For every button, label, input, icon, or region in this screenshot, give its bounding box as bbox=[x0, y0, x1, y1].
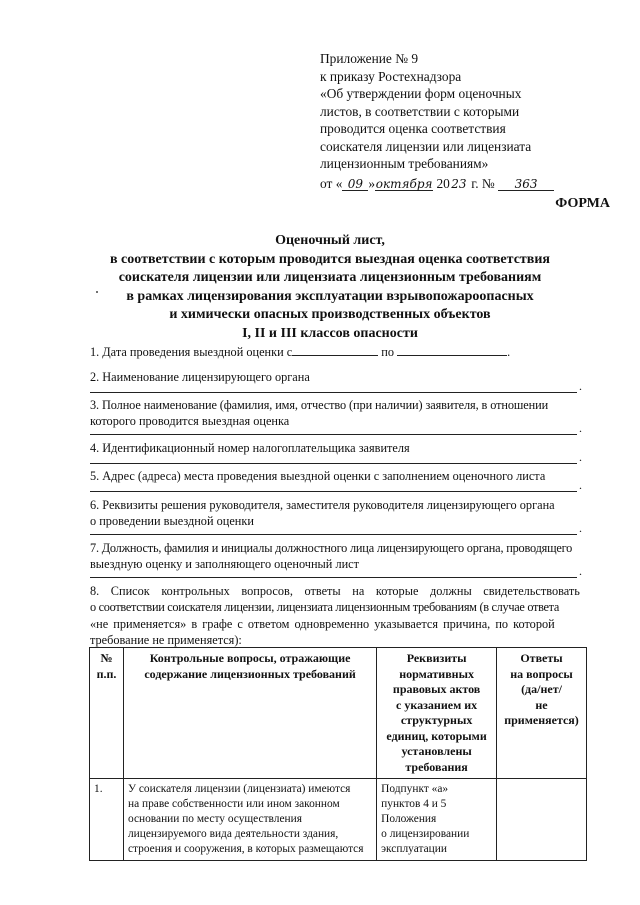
date-from-field[interactable] bbox=[292, 344, 378, 356]
item-4-field[interactable] bbox=[90, 463, 577, 464]
appendix-line: проводится оценка соответствия bbox=[320, 121, 506, 136]
appendix-line: листов, в соответствии с которыми bbox=[320, 103, 520, 119]
question-line: У соискателя лицензии (лицензиата) имеются bbox=[127, 783, 351, 795]
title-line: соискателя лицензии или лицензиата лицензионным требованиям bbox=[118, 270, 542, 285]
row-requisites bbox=[377, 779, 497, 861]
header-text: структурных bbox=[400, 713, 473, 727]
item-3-line: 3. Полное наименование (фамилия, имя, отчество (при наличии) заявителя, в отношении bbox=[90, 398, 549, 412]
item-8-line: требование не применяется): bbox=[90, 632, 242, 647]
item-4 bbox=[90, 440, 584, 456]
item-7-end: . bbox=[579, 564, 582, 578]
appendix-block bbox=[320, 50, 620, 192]
item-1-end: . bbox=[507, 345, 511, 359]
question-line: основании по месту осуществления bbox=[127, 813, 302, 825]
header-text: (да/нет/ bbox=[521, 682, 562, 696]
requisite-line: Положения bbox=[381, 813, 437, 825]
order-year: 23 bbox=[451, 176, 467, 191]
title-line: в рамках лицензирования эксплуатации взрывопожароопасных bbox=[126, 288, 534, 304]
appendix-line: Приложение № 9 bbox=[320, 51, 419, 66]
item-7-line: 7. Должность, фамилия и инициалы должностного лица лицензирующего органа, проводящего bbox=[90, 541, 573, 555]
item-2-field[interactable] bbox=[90, 392, 577, 393]
question-line: лицензируемого вида деятельности здания, bbox=[127, 828, 339, 840]
item-7-field[interactable] bbox=[90, 577, 577, 578]
appendix-line: «Об утверждении форм оценочных bbox=[320, 86, 522, 101]
title-line: и химически опасных производственных объектов bbox=[169, 307, 491, 322]
row-question bbox=[123, 779, 376, 861]
item-5-end: . bbox=[579, 478, 582, 492]
item-6-line: 6. Реквизиты решения руководителя, заместителя руководителя лицензирующего органа bbox=[90, 498, 555, 512]
checklist-table bbox=[89, 647, 587, 861]
form-label: ФОРМА bbox=[555, 196, 610, 211]
title-line: Оценочный лист, bbox=[275, 233, 385, 248]
item-1-to: по bbox=[381, 345, 395, 359]
table-row bbox=[90, 779, 587, 861]
header-questions bbox=[123, 648, 376, 779]
date-to-field[interactable] bbox=[397, 344, 507, 356]
item-6-field[interactable] bbox=[90, 534, 577, 535]
item-3-line: которого проводится выездная оценка bbox=[90, 414, 290, 428]
document-title bbox=[60, 232, 600, 343]
order-month: октября bbox=[375, 176, 433, 191]
row-answer-cell[interactable] bbox=[497, 779, 587, 861]
item-8-line: 8. Список контрольных вопросов, ответы на которые должны свидетельствовать bbox=[90, 584, 580, 598]
item-6 bbox=[90, 497, 584, 529]
header-text: установлены bbox=[401, 744, 472, 758]
header-text: на вопросы bbox=[510, 666, 573, 681]
item-8-line: «не применяется» в графе с ответом одновременно указывается причина, по которой bbox=[90, 616, 555, 631]
header-text: Реквизиты bbox=[406, 651, 467, 665]
item-2 bbox=[90, 369, 584, 385]
requisite-line: Подпункт «а» bbox=[381, 783, 449, 795]
header-text: содержание лицензионных требований bbox=[144, 666, 356, 681]
requisite-line: пунктов 4 и 5 bbox=[381, 798, 447, 810]
header-text: правовых актов bbox=[392, 682, 481, 696]
year-prefix: 20 bbox=[436, 175, 450, 191]
title-line: I, II и III классов опасности bbox=[242, 325, 418, 341]
header-num bbox=[90, 648, 124, 779]
date-prefix: от « bbox=[320, 175, 343, 191]
appendix-line: соискателя лицензии или лицензиата bbox=[320, 138, 532, 154]
item-7 bbox=[90, 540, 584, 572]
header-text: применяется) bbox=[504, 713, 579, 727]
header-text: нормативных bbox=[399, 666, 474, 681]
scan-dot bbox=[96, 291, 98, 293]
item-7-line: выездную оценку и заполняющего оценочный лист bbox=[90, 557, 359, 571]
item-6-line: о проведении выездной оценки bbox=[90, 514, 254, 528]
item-1 bbox=[90, 344, 584, 360]
item-6-end: . bbox=[579, 521, 582, 535]
item-3-end: . bbox=[579, 421, 582, 435]
item-4-end: . bbox=[579, 450, 582, 464]
date-sep: » bbox=[368, 175, 376, 191]
title-line: в соответствии с которым проводится выездная оценка соответствия bbox=[109, 251, 550, 267]
item-8-line: о соответствии соискателя лицензии, лицензиата лицензионным требованиям (в случае ответа bbox=[90, 600, 560, 615]
requisite-line: эксплуатации bbox=[381, 843, 447, 855]
question-line: на праве собственности или ином законном bbox=[127, 798, 340, 810]
question-line: строения и сооружения, в которых размещаются bbox=[127, 843, 364, 855]
header-text: единиц, которыми bbox=[386, 728, 487, 743]
header-text: не bbox=[535, 697, 548, 712]
requisite-line: о лицензировании bbox=[381, 828, 470, 840]
item-5 bbox=[90, 468, 584, 484]
item-2-end: . bbox=[579, 379, 582, 393]
item-5-label: 5. Адрес (адреса) места проведения выездной оценки с заполнением оценочного листа bbox=[90, 469, 546, 483]
header-text: № bbox=[100, 651, 113, 665]
row-num: 1. bbox=[90, 779, 124, 861]
header-text: Контрольные вопросы, отражающие bbox=[149, 651, 351, 665]
item-8 bbox=[90, 583, 584, 648]
number-label: г. № bbox=[471, 175, 495, 191]
item-5-field[interactable] bbox=[90, 491, 577, 492]
header-requisites bbox=[377, 648, 497, 779]
header-text: п.п. bbox=[96, 666, 117, 681]
item-1-label: 1. Дата проведения выездной оценки с bbox=[90, 345, 293, 359]
table-header-row bbox=[90, 648, 587, 779]
header-text: требования bbox=[405, 759, 468, 774]
header-text: с указанием их bbox=[396, 697, 478, 712]
item-2-label: 2. Наименование лицензирующего органа bbox=[90, 370, 310, 384]
item-3-field[interactable] bbox=[90, 434, 577, 435]
item-4-label: 4. Идентификационный номер налогоплательщика заявителя bbox=[90, 441, 410, 455]
order-number: 363 bbox=[498, 178, 554, 191]
header-answers bbox=[497, 648, 587, 779]
order-date-line bbox=[320, 175, 620, 193]
appendix-line: лицензионным требованиям» bbox=[320, 156, 489, 171]
order-day: 09 bbox=[342, 178, 368, 191]
header-text: Ответы bbox=[520, 651, 563, 665]
appendix-line: к приказу Ростехнадзора bbox=[320, 68, 462, 84]
item-3 bbox=[90, 397, 584, 429]
